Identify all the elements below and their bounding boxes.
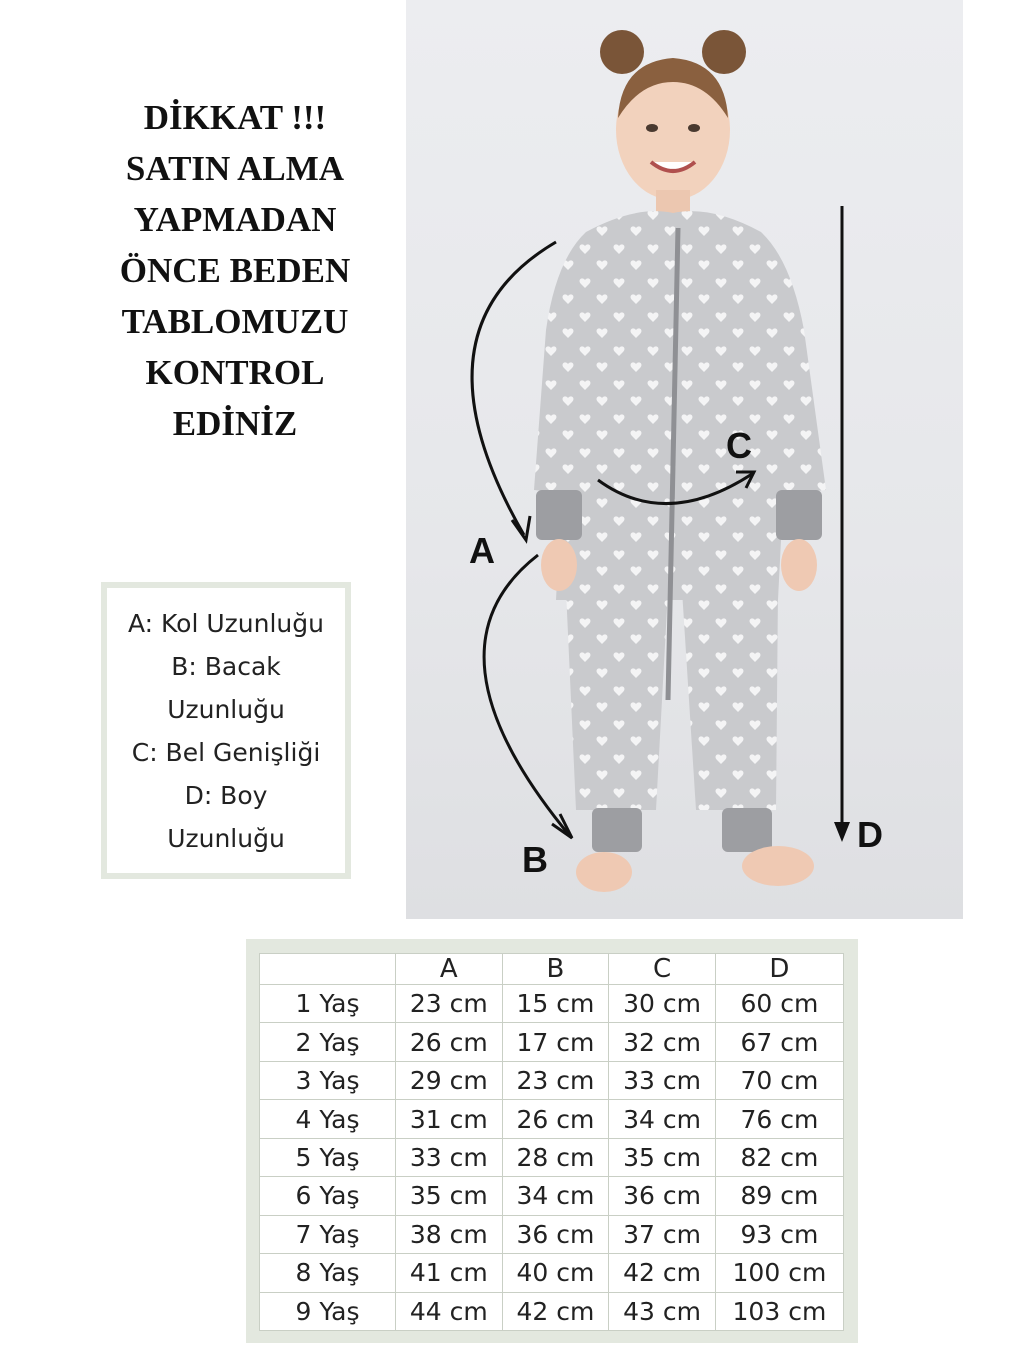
measurement-cell: 26 cm	[502, 1100, 609, 1138]
measurement-cell: 42 cm	[609, 1254, 716, 1292]
table-row	[260, 1100, 844, 1138]
table-row	[260, 1177, 844, 1215]
measurement-cell: 93 cm	[715, 1215, 843, 1253]
warning-line: SATIN ALMA	[125, 149, 345, 188]
measurement-legend	[101, 582, 351, 879]
measurement-cell: 100 cm	[715, 1254, 843, 1292]
age-cell: 9 Yaş	[260, 1292, 396, 1331]
legend-line: C: Bel Genişliği	[131, 737, 321, 767]
measurement-cell: 30 cm	[609, 985, 716, 1023]
measurement-cell: 23 cm	[396, 985, 503, 1023]
age-cell: 8 Yaş	[260, 1254, 396, 1292]
measurement-cell: 29 cm	[396, 1061, 503, 1099]
measurement-cell: 33 cm	[396, 1138, 503, 1176]
legend-line: Uzunluğu	[167, 823, 285, 853]
warning-text	[90, 92, 380, 449]
measurement-cell: 67 cm	[715, 1023, 843, 1061]
header-cell	[260, 954, 396, 985]
measurement-cell: 60 cm	[715, 985, 843, 1023]
measurement-cell: 43 cm	[609, 1292, 716, 1331]
measurement-cell: 34 cm	[502, 1177, 609, 1215]
measurement-cell: 33 cm	[609, 1061, 716, 1099]
age-cell: 4 Yaş	[260, 1100, 396, 1138]
measurement-cell: 89 cm	[715, 1177, 843, 1215]
age-cell: 7 Yaş	[260, 1215, 396, 1253]
measurement-cell: 31 cm	[396, 1100, 503, 1138]
measurement-cell: 41 cm	[396, 1254, 503, 1292]
header-cell: C	[609, 954, 716, 985]
table-row	[260, 1023, 844, 1061]
measurement-cell: 32 cm	[609, 1023, 716, 1061]
header-cell: A	[396, 954, 503, 985]
product-photo	[406, 0, 963, 919]
measurement-cell: 76 cm	[715, 1100, 843, 1138]
measurement-cell: 36 cm	[502, 1215, 609, 1253]
table-row	[260, 1254, 844, 1292]
measurement-cell: 35 cm	[396, 1177, 503, 1215]
measurement-cell: 44 cm	[396, 1292, 503, 1331]
legend-line: D: Boy	[184, 780, 268, 810]
table-row	[260, 985, 844, 1023]
measurement-cell: 37 cm	[609, 1215, 716, 1253]
measurement-cell: 15 cm	[502, 985, 609, 1023]
measurement-cell: 36 cm	[609, 1177, 716, 1215]
measurement-cell: 42 cm	[502, 1292, 609, 1331]
measurement-cell: 23 cm	[502, 1061, 609, 1099]
table-header-row	[260, 954, 844, 985]
table-row	[260, 1138, 844, 1176]
age-cell: 2 Yaş	[260, 1023, 396, 1061]
label-c: C	[726, 425, 752, 466]
measurement-cell: 28 cm	[502, 1138, 609, 1176]
measurement-cell: 34 cm	[609, 1100, 716, 1138]
header-cell: B	[502, 954, 609, 985]
warning-line: EDİNİZ	[172, 404, 298, 443]
header-cell: D	[715, 954, 843, 985]
measurement-cell: 82 cm	[715, 1138, 843, 1176]
legend-line: A: Kol Uzunluğu	[128, 608, 324, 638]
age-cell: 3 Yaş	[260, 1061, 396, 1099]
measurement-cell: 26 cm	[396, 1023, 503, 1061]
legend-line: Uzunluğu	[167, 694, 285, 724]
measurement-cell: 38 cm	[396, 1215, 503, 1253]
table-row	[260, 1292, 844, 1331]
label-d: D	[857, 814, 883, 855]
age-cell: 1 Yaş	[260, 985, 396, 1023]
size-table	[259, 953, 844, 1331]
warning-line: YAPMADAN	[133, 200, 337, 239]
warning-line: KONTROL	[145, 353, 325, 392]
warning-line: TABLOMUZU	[121, 302, 349, 341]
measurement-cell: 70 cm	[715, 1061, 843, 1099]
child-jumpsuit-illustration	[406, 0, 963, 919]
measurement-cell: 35 cm	[609, 1138, 716, 1176]
warning-line: ÖNCE BEDEN	[119, 251, 351, 290]
measurement-cell: 103 cm	[715, 1292, 843, 1331]
table-row	[260, 1061, 844, 1099]
warning-line: DİKKAT !!!	[143, 98, 327, 137]
label-b: B	[522, 839, 548, 880]
table-row	[260, 1215, 844, 1253]
label-a: A	[469, 530, 495, 571]
age-cell: 5 Yaş	[260, 1138, 396, 1176]
size-table-frame	[246, 939, 858, 1343]
measurement-cell: 40 cm	[502, 1254, 609, 1292]
measurement-cell: 17 cm	[502, 1023, 609, 1061]
legend-line: B: Bacak	[171, 651, 281, 681]
age-cell: 6 Yaş	[260, 1177, 396, 1215]
